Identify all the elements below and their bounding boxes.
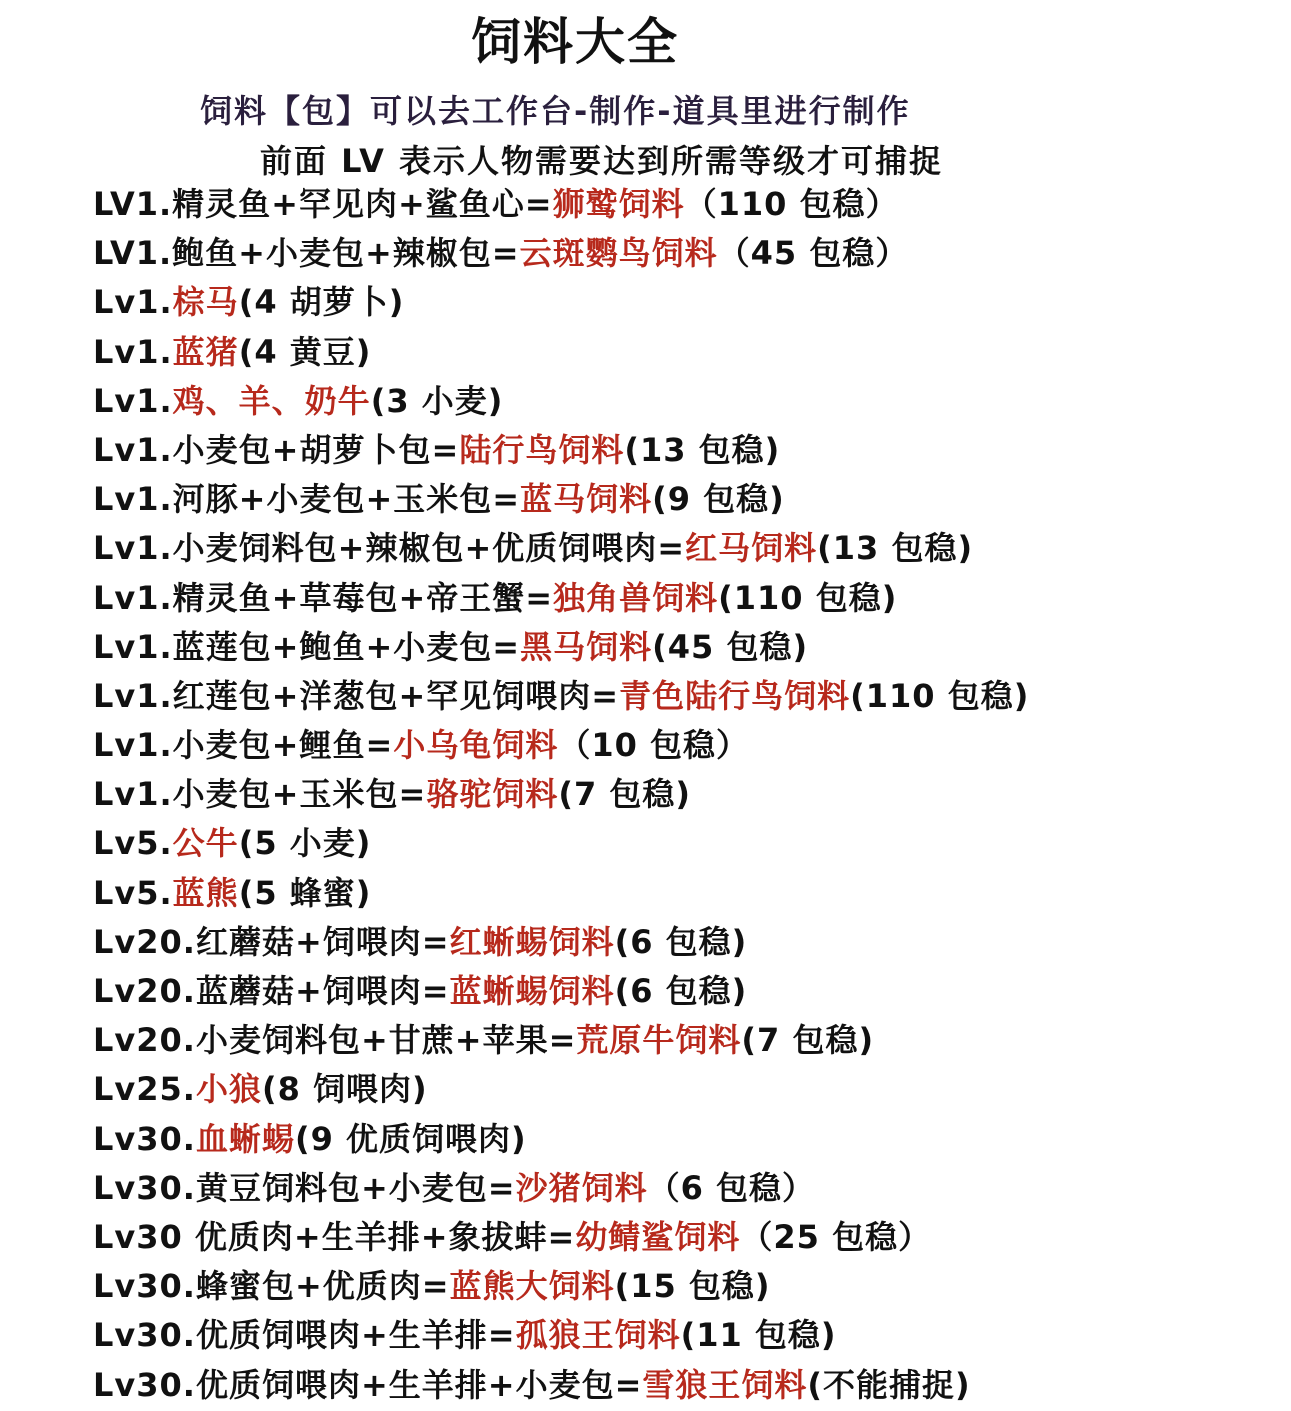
recipe-ingredients: LV1.鲍鱼+小麦包+辣椒包=: [93, 234, 520, 273]
recipe-result: 小狼: [195, 1070, 262, 1109]
recipe-detail: (8 饲喂肉): [261, 1070, 428, 1109]
recipe-result: 蓝熊大饲料: [449, 1267, 615, 1306]
recipe-row: [93, 1066, 1029, 1115]
recipe-result: 云斑鹦鸟饲料: [519, 234, 718, 273]
recipe-ingredients: Lv5.: [93, 873, 173, 912]
recipe-row: [93, 1214, 1029, 1263]
page-title: 饲料大全: [471, 13, 679, 71]
recipe-result: 红马饲料: [685, 529, 818, 568]
recipe-row: [93, 230, 1029, 279]
recipe-row: [93, 329, 1029, 378]
recipe-detail: (5 小麦): [238, 824, 372, 863]
recipe-list: [93, 181, 1029, 1411]
recipe-ingredients: Lv30.黄豆饲料包+小麦包=: [93, 1168, 516, 1207]
recipe-ingredients: Lv30.优质饲喂肉+生羊排+小麦包=: [93, 1365, 643, 1404]
recipe-ingredients: Lv20.红蘑菇+饲喂肉=: [93, 922, 450, 961]
recipe-result: 血蜥蜴: [195, 1119, 295, 1158]
recipe-ingredients: Lv30.优质饲喂肉+生羊排=: [93, 1316, 516, 1355]
recipe-detail: （110 包稳）: [684, 185, 899, 223]
recipe-ingredients: LV1.精灵鱼+罕见肉+鲨鱼心=: [93, 185, 553, 223]
recipe-detail: (15 包稳): [614, 1267, 771, 1306]
recipe-detail: (7 包稳): [741, 1021, 875, 1060]
recipe-ingredients: Lv20.蓝蘑菇+饲喂肉=: [93, 972, 450, 1010]
recipe-row: [93, 1017, 1029, 1066]
recipe-row: [93, 870, 1029, 919]
recipe-ingredients: Lv30.: [93, 1119, 196, 1158]
recipe-row: [93, 1312, 1029, 1361]
recipe-row: [93, 181, 1029, 230]
recipe-ingredients: Lv1.小麦包+鲤鱼=: [93, 726, 394, 765]
recipe-result: 棕马: [172, 283, 239, 322]
recipe-ingredients: Lv1.精灵鱼+草莓包+帝王蟹=: [93, 578, 554, 617]
recipe-result: 小乌龟饲料: [393, 726, 559, 765]
recipe-result: 蓝熊: [172, 873, 239, 912]
recipe-ingredients: Lv5.: [93, 824, 173, 863]
recipe-detail: (9 优质饲喂肉): [294, 1119, 527, 1158]
recipe-ingredients: Lv1.: [93, 332, 173, 371]
recipe-detail: （45 包稳）: [717, 234, 909, 273]
recipe-row: [93, 673, 1029, 722]
recipe-row: [93, 575, 1029, 624]
recipe-row: [93, 722, 1029, 771]
recipe-result: 狮鹫饲料: [552, 185, 685, 223]
recipe-detail: (13 包稳): [624, 430, 781, 469]
recipe-detail: （6 包稳）: [647, 1168, 816, 1207]
recipe-ingredients: Lv30.蜂蜜包+优质肉=: [93, 1267, 450, 1306]
recipe-row: [93, 1263, 1029, 1312]
recipe-result: 红蜥蜴饲料: [449, 922, 615, 961]
recipe-detail: （25 包稳）: [740, 1217, 932, 1256]
recipe-detail: (11 包稳): [680, 1316, 837, 1355]
recipe-row: [93, 1165, 1029, 1214]
recipe-result: 沙猪饲料: [515, 1168, 648, 1207]
recipe-ingredients: Lv1.小麦饲料包+辣椒包+优质饲喂肉=: [93, 529, 686, 568]
recipe-row: [93, 378, 1029, 427]
recipe-row: [93, 476, 1029, 525]
recipe-result: 黑马饲料: [520, 627, 653, 666]
recipe-detail: (45 包稳): [652, 627, 809, 666]
recipe-ingredients: Lv30 优质肉+生羊排+象拔蚌=: [93, 1217, 576, 1256]
recipe-ingredients: Lv1.小麦包+胡萝卜包=: [93, 430, 460, 469]
recipe-ingredients: Lv1.: [93, 381, 173, 420]
recipe-detail: (110 包稳): [850, 676, 1030, 715]
recipe-row: [93, 1362, 1029, 1411]
recipe-ingredients: Lv1.红莲包+洋葱包+罕见饲喂肉=: [93, 676, 620, 715]
recipe-row: [93, 820, 1029, 869]
recipe-ingredients: Lv1.小麦包+玉米包=: [93, 775, 427, 814]
recipe-detail: (110 包稳): [718, 578, 898, 617]
recipe-result: 蓝蜥蜴饲料: [449, 972, 615, 1010]
recipe-result: 雪狼王饲料: [642, 1365, 808, 1404]
recipe-ingredients: Lv1.蓝莲包+鲍鱼+小麦包=: [93, 627, 521, 666]
recipe-row: [93, 1116, 1029, 1165]
recipe-detail: (4 黄豆): [238, 332, 372, 371]
recipe-detail: (13 包稳): [817, 529, 974, 568]
subtitle-level-note: 前面 LV 表示人物需要达到所需等级才可捕捉: [260, 142, 944, 180]
recipe-detail: (3 小麦): [370, 381, 504, 420]
recipe-detail: (不能捕捉): [807, 1365, 971, 1404]
recipe-result: 骆驼饲料: [426, 775, 559, 814]
recipe-row: [93, 525, 1029, 574]
recipe-detail: (9 包稳): [652, 480, 785, 519]
recipe-row: [93, 968, 1029, 1017]
recipe-detail: (6 包稳): [614, 972, 748, 1010]
recipe-result: 青色陆行鸟饲料: [619, 676, 851, 715]
recipe-ingredients: Lv25.: [93, 1070, 196, 1109]
recipe-result: 陆行鸟饲料: [459, 430, 625, 469]
recipe-result: 蓝猪: [172, 332, 239, 371]
recipe-detail: （10 包稳）: [558, 726, 750, 765]
recipe-row: [93, 427, 1029, 476]
recipe-ingredients: Lv1.: [93, 283, 173, 322]
recipe-row: [93, 919, 1029, 968]
recipe-result: 独角兽饲料: [553, 578, 719, 617]
recipe-row: [93, 624, 1029, 673]
recipe-result: 幼鲭鲨饲料: [575, 1217, 741, 1256]
subtitle-crafting-note: 饲料【包】可以去工作台-制作-道具里进行制作: [200, 92, 911, 130]
recipe-result: 荒原牛饲料: [576, 1021, 742, 1060]
recipe-ingredients: Lv20.小麦饲料包+甘蔗+苹果=: [93, 1021, 577, 1060]
recipe-result: 鸡、羊、奶牛: [172, 381, 371, 420]
recipe-row: [93, 771, 1029, 820]
recipe-detail: (5 蜂蜜): [238, 873, 372, 912]
recipe-row: [93, 279, 1029, 328]
recipe-result: 公牛: [172, 824, 239, 863]
recipe-detail: (6 包稳): [614, 922, 748, 961]
recipe-ingredients: Lv1.河豚+小麦包+玉米包=: [93, 480, 521, 519]
recipe-result: 蓝马饲料: [520, 480, 653, 519]
recipe-result: 孤狼王饲料: [515, 1316, 681, 1355]
recipe-detail: (4 胡萝卜): [238, 283, 405, 322]
recipe-detail: (7 包稳): [558, 775, 691, 814]
